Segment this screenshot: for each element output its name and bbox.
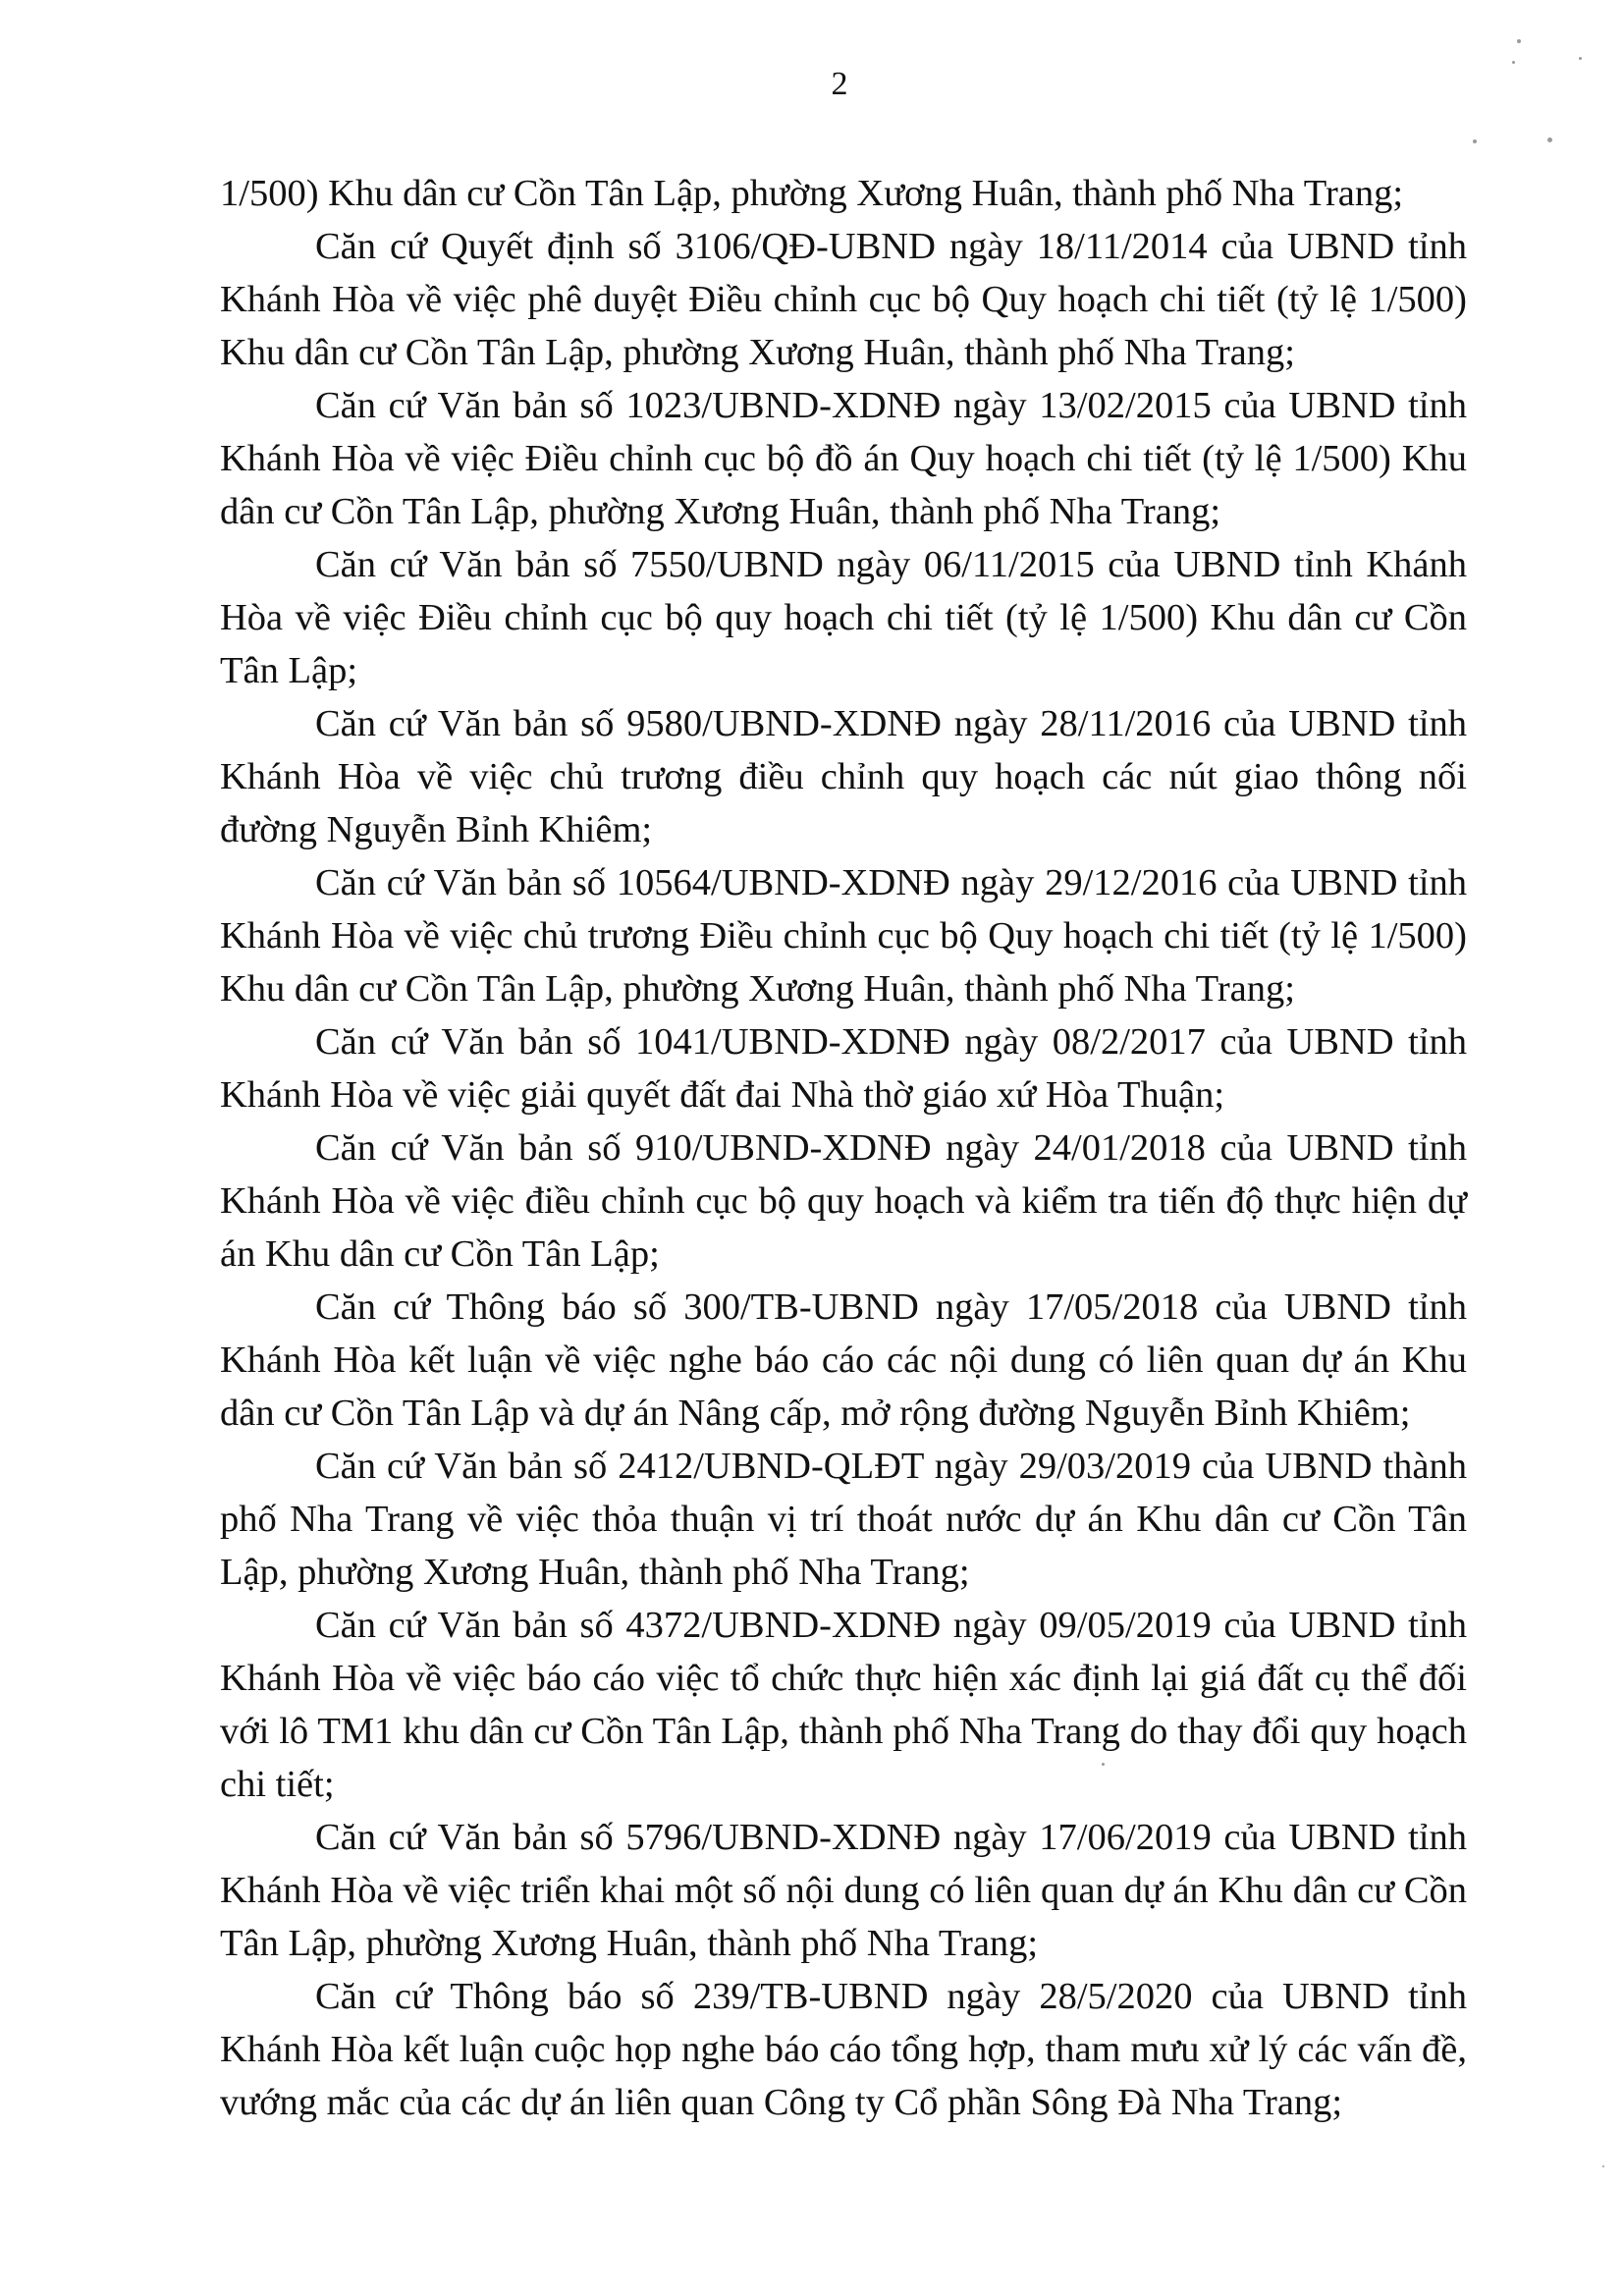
paragraph: Căn cứ Văn bản số 910/UBND-XDNĐ ngày 24/01/2018 của UBND tỉnh Khánh Hòa về việc điều chỉnh cục bộ quy hoạch và kiểm tra tiến độ thực hiện dự án Khu dân cư Cồn Tân Lập; [220,1127,1467,1275]
paragraph: Căn cứ Văn bản số 1041/UBND-XDNĐ ngày 08/2/2017 của UBND tỉnh Khánh Hòa về việc giải quyết đất đai Nhà thờ giáo xứ Hòa Thuận; [220,1021,1467,1116]
paragraph: Căn cứ Thông báo số 239/TB-UBND ngày 28/5/2020 của UBND tỉnh Khánh Hòa kết luận cuộc họp nghe báo cáo tổng hợp, tham mưu xử lý các vấn đề, vướng mắc của các dự án liên quan Công ty Cổ phần Sông Đà Nha Trang; [220,1976,1467,2123]
paragraph: Căn cứ Văn bản số 7550/UBND ngày 06/11/2015 của UBND tỉnh Khánh Hòa về việc Điều chỉnh cục bộ quy hoạch chi tiết (tỷ lệ 1/500) Khu dân cư Cồn Tân Lập; [220,544,1467,691]
scan-speck [1547,137,1552,142]
paragraph: Căn cứ Thông báo số 300/TB-UBND ngày 17/05/2018 của UBND tỉnh Khánh Hòa kết luận về việc nghe báo cáo các nội dung có liên quan dự án Khu dân cư Cồn Tân Lập và dự án Nâng cấp, mở rộng đường Nguyễn Bỉnh Khiêm; [220,1286,1467,1434]
document-body [220,167,1467,2129]
scan-speck [1579,57,1582,60]
page-number: 2 [831,66,848,102]
paragraph: Căn cứ Văn bản số 9580/UBND-XDNĐ ngày 28/11/2016 của UBND tỉnh Khánh Hòa về việc chủ trương điều chỉnh quy hoạch các nút giao thông nối đường Nguyễn Bỉnh Khiêm; [220,703,1467,850]
paragraph: Căn cứ Văn bản số 4372/UBND-XDNĐ ngày 09/05/2019 của UBND tỉnh Khánh Hòa về việc báo cáo việc tổ chức thực hiện xác định lại giá đất cụ thể đối với lô TM1 khu dân cư Cồn Tân Lập, thành phố Nha Trang do thay đổi quy hoạch chi tiết; [220,1605,1467,1805]
scan-speck [1473,139,1477,143]
paragraph: Căn cứ Văn bản số 5796/UBND-XDNĐ ngày 17/06/2019 của UBND tỉnh Khánh Hòa về việc triển khai một số nội dung có liên quan dự án Khu dân cư Cồn Tân Lập, phường Xương Huân, thành phố Nha Trang; [220,1817,1467,1964]
paragraph: Căn cứ Văn bản số 1023/UBND-XDNĐ ngày 13/02/2015 của UBND tỉnh Khánh Hòa về việc Điều chỉnh cục bộ đồ án Quy hoạch chi tiết (tỷ lệ 1/500) Khu dân cư Cồn Tân Lập, phường Xương Huân, thành phố Nha Trang; [220,385,1467,532]
scan-speck [1517,39,1521,43]
scan-speck [1102,1763,1105,1766]
paragraph: Căn cứ Văn bản số 2412/UBND-QLĐT ngày 29/03/2019 của UBND thành phố Nha Trang về việc thỏa thuận vị trí thoát nước dự án Khu dân cư Cồn Tân Lập, phường Xương Huân, thành phố Nha Trang; [220,1446,1467,1593]
paragraph: Căn cứ Văn bản số 10564/UBND-XDNĐ ngày 29/12/2016 của UBND tỉnh Khánh Hòa về việc chủ trương Điều chỉnh cục bộ Quy hoạch chi tiết (tỷ lệ 1/500) Khu dân cư Cồn Tân Lập, phường Xương Huân, thành phố Nha Trang; [220,862,1467,1010]
scan-speck [1512,61,1515,64]
paragraph: 1/500) Khu dân cư Cồn Tân Lập, phường Xương Huân, thành phố Nha Trang; [220,173,1404,214]
paragraph: Căn cứ Quyết định số 3106/QĐ-UBND ngày 18/11/2014 của UBND tỉnh Khánh Hòa về việc phê duyệt Điều chỉnh cục bộ Quy hoạch chi tiết (tỷ lệ 1/500) Khu dân cư Cồn Tân Lập, phường Xương Huân, thành phố Nha Trang; [220,226,1467,373]
scan-speck [1602,2165,1604,2167]
